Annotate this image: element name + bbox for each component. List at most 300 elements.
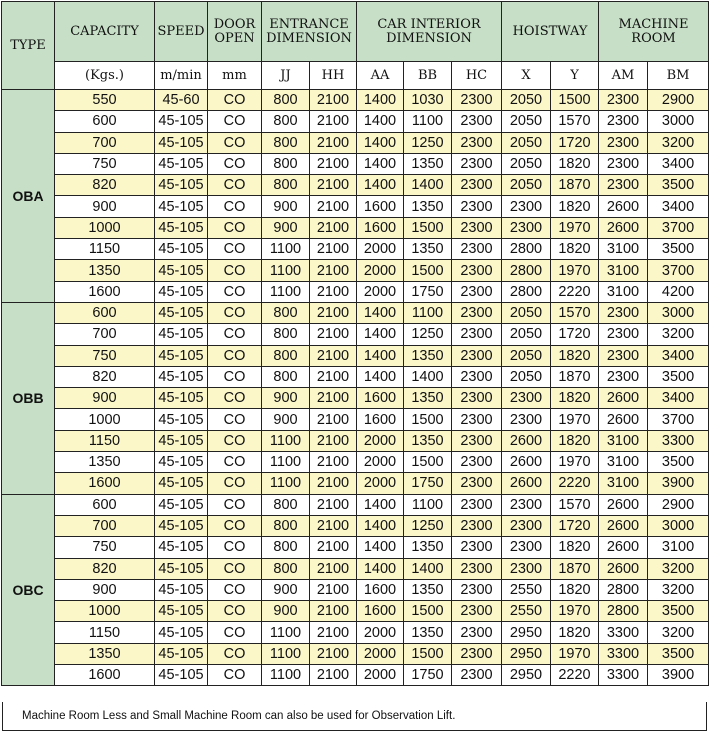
table-cell: 3200 [648, 579, 709, 600]
table-cell: 2100 [310, 452, 357, 473]
table-cell: 1400 [357, 515, 404, 536]
table-cell: 2100 [310, 153, 357, 174]
table-cell: 3500 [648, 452, 709, 473]
table-cell: 1500 [404, 643, 452, 664]
table-cell: 2600 [599, 217, 648, 238]
table-cell: 45-105 [155, 302, 208, 323]
table-cell: 1400 [357, 175, 404, 196]
table-cell: 1500 [404, 409, 452, 430]
table-cell: 2100 [310, 111, 357, 132]
table-cell: 2300 [599, 90, 648, 111]
table-cell: 2300 [599, 111, 648, 132]
table-cell: 4200 [648, 281, 709, 302]
table-cell: CO [208, 302, 262, 323]
table-cell: 1150 [55, 239, 155, 260]
table-cell: 2550 [502, 601, 551, 622]
unit-header-row [2, 62, 709, 90]
table-cell: 2600 [599, 537, 648, 558]
table-cell: 1400 [357, 111, 404, 132]
table-cell: 2300 [452, 409, 502, 430]
table-cell: 45-105 [155, 473, 208, 494]
table-cell: 2000 [357, 665, 404, 686]
table-cell: 3200 [648, 132, 709, 153]
table-cell: 3000 [648, 302, 709, 323]
table-cell: 2800 [502, 260, 551, 281]
table-cell: 1870 [551, 366, 599, 387]
table-cell: CO [208, 515, 262, 536]
table-cell: 2000 [357, 430, 404, 451]
table-cell: 2300 [452, 558, 502, 579]
table-cell: 1400 [357, 537, 404, 558]
table-cell: 1570 [551, 111, 599, 132]
table-cell: CO [208, 622, 262, 643]
header-entrance-dimension: ENTRANCE DIMENSION [262, 2, 357, 62]
table-cell: 700 [55, 515, 155, 536]
table-cell: 2100 [310, 132, 357, 153]
table-cell: 2100 [310, 366, 357, 387]
table-cell: 900 [262, 579, 310, 600]
table-cell: CO [208, 601, 262, 622]
table-cell: 2000 [357, 260, 404, 281]
table-cell: 2100 [310, 537, 357, 558]
table-cell: 45-105 [155, 579, 208, 600]
table-cell: 1350 [404, 153, 452, 174]
table-cell: 3100 [599, 473, 648, 494]
table-cell: 1400 [357, 558, 404, 579]
table-cell: 45-105 [155, 260, 208, 281]
table-cell: 45-105 [155, 515, 208, 536]
table-cell: 2600 [502, 430, 551, 451]
table-row [2, 239, 709, 260]
table-cell: 750 [55, 537, 155, 558]
table-cell: 1820 [551, 537, 599, 558]
table-cell: 2300 [452, 452, 502, 473]
table-cell: 45-105 [155, 217, 208, 238]
table-cell: 2300 [502, 537, 551, 558]
table-cell: 800 [262, 90, 310, 111]
table-cell: 1250 [404, 515, 452, 536]
table-cell: 2300 [452, 473, 502, 494]
table-cell: 1000 [55, 601, 155, 622]
table-row [2, 153, 709, 174]
table-cell: 2800 [599, 579, 648, 600]
table-cell: 1970 [551, 217, 599, 238]
unit-header-cell: BB [404, 62, 452, 90]
table-cell: 2100 [310, 345, 357, 366]
table-cell: 1820 [551, 388, 599, 409]
table-cell: 2100 [310, 388, 357, 409]
table-cell: 1600 [55, 473, 155, 494]
table-cell: 1400 [357, 153, 404, 174]
table-row [2, 430, 709, 451]
table-cell: 1400 [404, 366, 452, 387]
table-cell: 1350 [404, 430, 452, 451]
table-cell: 600 [55, 111, 155, 132]
unit-header-cell: m/min [155, 62, 208, 90]
unit-header-cell: Y [551, 62, 599, 90]
table-row [2, 558, 709, 579]
table-cell: 2600 [599, 558, 648, 579]
table-cell: 1100 [262, 430, 310, 451]
table-cell: 1400 [357, 90, 404, 111]
table-cell: 800 [262, 175, 310, 196]
table-cell: 45-105 [155, 665, 208, 686]
table-row [2, 665, 709, 686]
table-cell: 2300 [502, 558, 551, 579]
table-cell: 2100 [310, 260, 357, 281]
table-row [2, 388, 709, 409]
table-cell: 800 [262, 515, 310, 536]
table-cell: 800 [262, 494, 310, 515]
table-row [2, 601, 709, 622]
table-cell: 3100 [599, 452, 648, 473]
table-cell: 2000 [357, 239, 404, 260]
table-cell: 1400 [404, 175, 452, 196]
table-cell: 2900 [648, 90, 709, 111]
table-cell: CO [208, 196, 262, 217]
table-cell: CO [208, 281, 262, 302]
table-cell: 2300 [502, 494, 551, 515]
table-cell: 2100 [310, 601, 357, 622]
table-cell: 800 [262, 111, 310, 132]
table-cell: 45-105 [155, 452, 208, 473]
table-cell: 1400 [357, 366, 404, 387]
table-cell: 900 [55, 388, 155, 409]
table-cell: 800 [262, 324, 310, 345]
table-row [2, 643, 709, 664]
table-cell: 2950 [502, 643, 551, 664]
table-cell: 800 [262, 537, 310, 558]
table-cell: 2100 [310, 494, 357, 515]
table-cell: 2300 [452, 302, 502, 323]
table-cell: 1870 [551, 558, 599, 579]
unit-header-cell: HH [310, 62, 357, 90]
table-cell: 1720 [551, 515, 599, 536]
table-cell: 2300 [502, 217, 551, 238]
table-cell: 45-60 [155, 90, 208, 111]
table-cell: 2100 [310, 473, 357, 494]
table-cell: CO [208, 558, 262, 579]
table-cell: 1500 [551, 90, 599, 111]
table-cell: 1600 [357, 388, 404, 409]
table-cell: 2100 [310, 515, 357, 536]
header-machine-room: MACHINE ROOM [599, 2, 709, 62]
table-cell: 2220 [551, 665, 599, 686]
table-cell: 3100 [599, 430, 648, 451]
table-cell: CO [208, 409, 262, 430]
table-cell: 1400 [357, 324, 404, 345]
table-cell: 3100 [599, 281, 648, 302]
table-cell: 2300 [599, 175, 648, 196]
table-row [2, 345, 709, 366]
table-cell: 2100 [310, 175, 357, 196]
table-cell: 2800 [502, 239, 551, 260]
table-cell: 1400 [357, 302, 404, 323]
table-cell: CO [208, 239, 262, 260]
table-cell: 1600 [55, 665, 155, 686]
table-cell: 2300 [599, 366, 648, 387]
unit-header-cell: X [502, 62, 551, 90]
table-cell: 1820 [551, 153, 599, 174]
table-cell: 2300 [599, 132, 648, 153]
table-cell: 45-105 [155, 281, 208, 302]
table-cell: CO [208, 111, 262, 132]
table-cell: 2050 [502, 324, 551, 345]
table-cell: 2600 [599, 515, 648, 536]
table-cell: 2100 [310, 239, 357, 260]
table-row [2, 515, 709, 536]
table-cell: 1970 [551, 409, 599, 430]
table-cell: CO [208, 153, 262, 174]
table-cell: 2300 [452, 601, 502, 622]
table-cell: 45-105 [155, 388, 208, 409]
table-cell: 3300 [599, 643, 648, 664]
table-cell: 3100 [599, 239, 648, 260]
table-cell: 2600 [502, 473, 551, 494]
table-cell: 2100 [310, 302, 357, 323]
table-cell: 820 [55, 558, 155, 579]
table-cell: 800 [262, 345, 310, 366]
table-cell: 1100 [262, 452, 310, 473]
table-cell: 1350 [404, 239, 452, 260]
table-cell: 700 [55, 132, 155, 153]
table-cell: 1100 [262, 622, 310, 643]
table-cell: 1350 [404, 388, 452, 409]
table-cell: 2100 [310, 324, 357, 345]
unit-header-cell: HC [452, 62, 502, 90]
table-cell: 2300 [452, 366, 502, 387]
table-row [2, 260, 709, 281]
table-cell: 1750 [404, 665, 452, 686]
table-cell: 2800 [502, 281, 551, 302]
table-cell: 900 [262, 601, 310, 622]
table-cell: 2300 [452, 494, 502, 515]
unit-header-cell: JJ [262, 62, 310, 90]
table-cell: 2050 [502, 132, 551, 153]
table-cell: 1350 [55, 643, 155, 664]
table-cell: 1820 [551, 345, 599, 366]
table-cell: 2300 [452, 345, 502, 366]
table-cell: 45-105 [155, 622, 208, 643]
table-cell: 1350 [404, 345, 452, 366]
table-cell: 45-105 [155, 111, 208, 132]
table-cell: 1100 [262, 473, 310, 494]
table-cell: 1570 [551, 302, 599, 323]
table-cell: 2300 [452, 217, 502, 238]
table-cell: 1100 [404, 302, 452, 323]
table-cell: 2300 [452, 643, 502, 664]
table-cell: CO [208, 643, 262, 664]
table-cell: 1870 [551, 175, 599, 196]
table-cell: 1400 [404, 558, 452, 579]
table-cell: 2300 [452, 622, 502, 643]
table-cell: 2300 [502, 409, 551, 430]
unit-header-cell: AA [357, 62, 404, 90]
table-cell: 1720 [551, 132, 599, 153]
table-cell: 2000 [357, 643, 404, 664]
table-cell: CO [208, 217, 262, 238]
table-cell: 2050 [502, 302, 551, 323]
table-cell: 1350 [55, 452, 155, 473]
table-cell: 2300 [452, 260, 502, 281]
table-cell: CO [208, 90, 262, 111]
table-cell: CO [208, 473, 262, 494]
table-row [2, 494, 709, 515]
header-door-open: DOOR OPEN [208, 2, 262, 62]
table-cell: 3900 [648, 665, 709, 686]
table-cell: 2300 [452, 579, 502, 600]
table-cell: 2550 [502, 579, 551, 600]
table-cell: 2300 [452, 90, 502, 111]
table-cell: 45-105 [155, 196, 208, 217]
table-cell: 2100 [310, 409, 357, 430]
table-cell: 45-105 [155, 409, 208, 430]
table-cell: 2050 [502, 90, 551, 111]
table-cell: 1250 [404, 132, 452, 153]
table-row [2, 622, 709, 643]
table-cell: 45-105 [155, 345, 208, 366]
table-cell: 3100 [648, 537, 709, 558]
table-cell: 1350 [404, 622, 452, 643]
table-cell: 45-105 [155, 558, 208, 579]
table-cell: 3300 [599, 622, 648, 643]
table-cell: 600 [55, 494, 155, 515]
table-row [2, 579, 709, 600]
table-cell: 45-105 [155, 132, 208, 153]
table-cell: 2300 [599, 302, 648, 323]
type-label-obb: OBB [2, 302, 55, 494]
table-cell: 1400 [357, 132, 404, 153]
table-cell: 1970 [551, 260, 599, 281]
table-row [2, 537, 709, 558]
table-cell: 45-105 [155, 175, 208, 196]
table-cell: 1600 [357, 579, 404, 600]
table-cell: 3500 [648, 239, 709, 260]
table-cell: 2100 [310, 281, 357, 302]
table-cell: 3500 [648, 175, 709, 196]
table-row [2, 111, 709, 132]
header-type: TYPE [2, 2, 55, 90]
table-cell: 1100 [262, 260, 310, 281]
table-row [2, 473, 709, 494]
table-cell: 3700 [648, 260, 709, 281]
table-cell: 1030 [404, 90, 452, 111]
table-cell: 2950 [502, 622, 551, 643]
table-cell: 820 [55, 366, 155, 387]
table-cell: 3300 [599, 665, 648, 686]
table-cell: 2300 [452, 153, 502, 174]
table-cell: 2300 [599, 153, 648, 174]
spec-table-container [1, 1, 708, 722]
unit-header-cell: BM [648, 62, 709, 90]
table-cell: 45-105 [155, 239, 208, 260]
table-row [2, 217, 709, 238]
table-cell: 900 [262, 409, 310, 430]
table-cell: 2300 [452, 537, 502, 558]
table-row [2, 132, 709, 153]
table-cell: 2300 [452, 430, 502, 451]
table-cell: 1350 [404, 537, 452, 558]
table-cell: CO [208, 260, 262, 281]
table-cell: 1820 [551, 622, 599, 643]
table-cell: 1600 [357, 217, 404, 238]
table-row [2, 366, 709, 387]
table-cell: 2050 [502, 153, 551, 174]
table-row [2, 324, 709, 345]
table-cell: 2300 [452, 281, 502, 302]
table-row [2, 302, 709, 323]
footnote: Machine Room Less and Small Machine Room can also be used for Observation Lift. [2, 702, 707, 731]
table-cell: 3400 [648, 345, 709, 366]
table-cell: 2600 [502, 452, 551, 473]
table-cell: 2600 [599, 494, 648, 515]
table-header [2, 2, 709, 90]
table-cell: 2100 [310, 430, 357, 451]
table-cell: 2300 [452, 388, 502, 409]
table-cell: 2050 [502, 366, 551, 387]
table-cell: 1150 [55, 622, 155, 643]
table-cell: 3000 [648, 515, 709, 536]
table-row [2, 452, 709, 473]
table-row [2, 196, 709, 217]
table-cell: 2800 [599, 601, 648, 622]
table-cell: 3900 [648, 473, 709, 494]
table-cell: 700 [55, 324, 155, 345]
table-cell: 1600 [357, 196, 404, 217]
table-cell: 800 [262, 132, 310, 153]
table-cell: 600 [55, 302, 155, 323]
table-cell: 2100 [310, 558, 357, 579]
unit-header-cell: mm [208, 62, 262, 90]
table-cell: 3500 [648, 366, 709, 387]
table-cell: CO [208, 665, 262, 686]
table-cell: 3200 [648, 622, 709, 643]
table-cell: 1750 [404, 473, 452, 494]
type-label-oba: OBA [2, 90, 55, 303]
table-cell: 900 [262, 217, 310, 238]
table-cell: 2300 [502, 515, 551, 536]
header-car-interior-dimension: CAR INTERIOR DIMENSION [357, 2, 502, 62]
table-cell: 2300 [502, 388, 551, 409]
table-cell: 2600 [599, 196, 648, 217]
header-capacity: CAPACITY [55, 2, 155, 62]
table-cell: CO [208, 175, 262, 196]
table-cell: 1100 [404, 111, 452, 132]
table-cell: 3200 [648, 324, 709, 345]
table-cell: 2000 [357, 281, 404, 302]
unit-header-cell: AM [599, 62, 648, 90]
table-cell: 900 [262, 196, 310, 217]
table-row [2, 90, 709, 111]
table-cell: 2300 [452, 239, 502, 260]
table-cell: 45-105 [155, 643, 208, 664]
table-cell: 800 [262, 302, 310, 323]
table-cell: 2100 [310, 622, 357, 643]
table-cell: 45-105 [155, 324, 208, 345]
table-cell: 1000 [55, 409, 155, 430]
table-cell: 2100 [310, 90, 357, 111]
table-cell: 3700 [648, 409, 709, 430]
table-cell: 750 [55, 345, 155, 366]
table-cell: 3100 [599, 260, 648, 281]
table-cell: 2000 [357, 473, 404, 494]
table-cell: 2300 [452, 324, 502, 345]
table-cell: 2300 [502, 196, 551, 217]
table-cell: 2950 [502, 665, 551, 686]
table-cell: 1820 [551, 239, 599, 260]
table-cell: CO [208, 494, 262, 515]
table-cell: 45-105 [155, 601, 208, 622]
